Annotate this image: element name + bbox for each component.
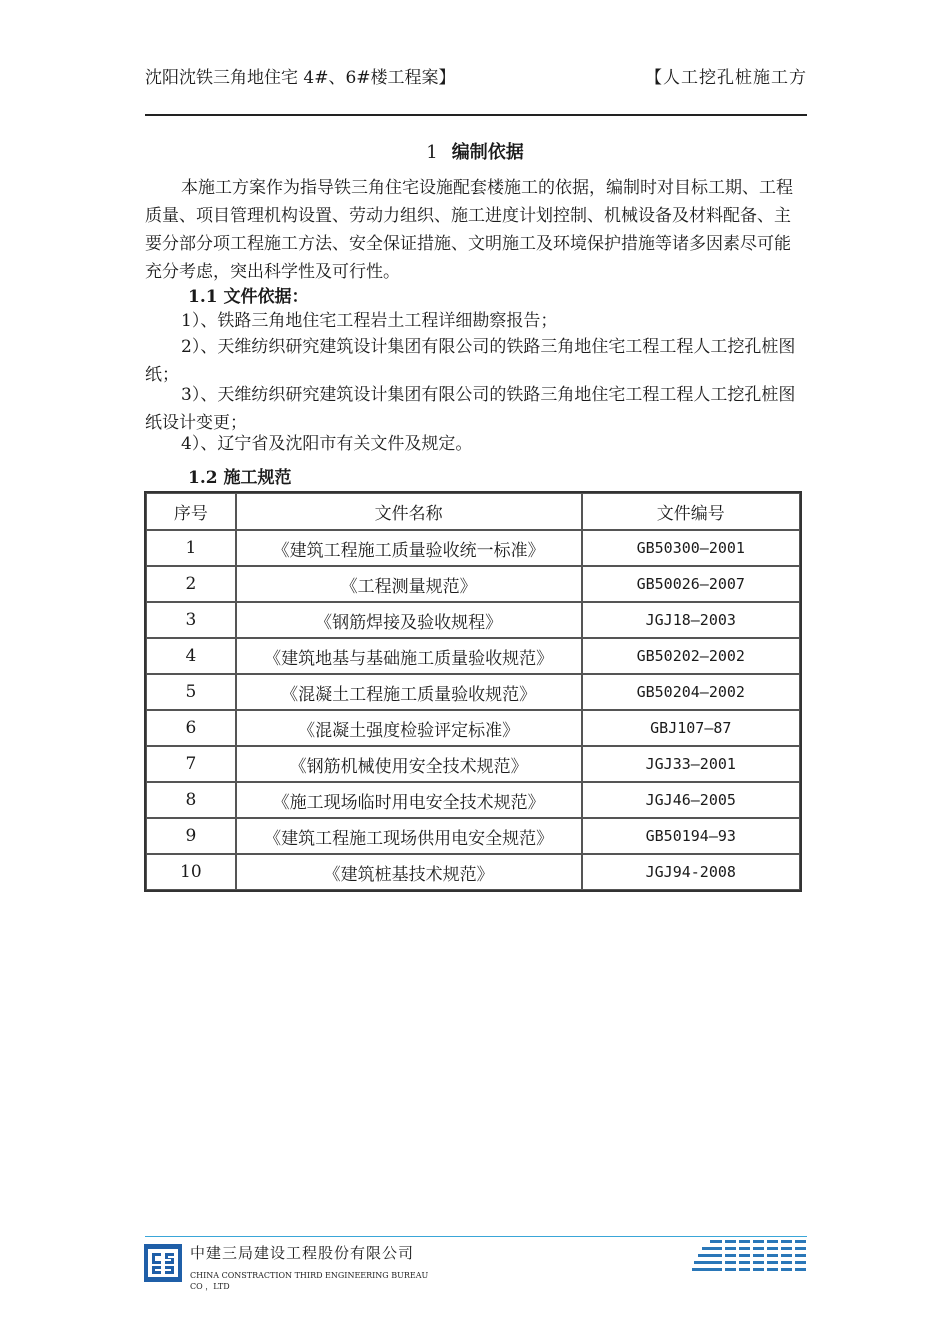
cell-name: 《建筑工程施工质量验收统一标准》 — [236, 530, 582, 566]
cell-code: GB50204—2002 — [582, 674, 800, 710]
cell-no: 5 — [146, 674, 236, 710]
cell-no: 7 — [146, 746, 236, 782]
header-document-title: 【人工挖孔桩施工方 — [645, 68, 807, 88]
list-item: 1）、铁路三角地住宅工程岩土工程详细勘察报告； — [181, 311, 558, 331]
table-row — [146, 818, 800, 854]
table-row — [146, 746, 800, 782]
footer-divider — [145, 1236, 807, 1237]
cscec-logo-icon — [144, 1244, 182, 1282]
cell-no: 2 — [146, 566, 236, 602]
section-number: 1 — [426, 142, 438, 163]
list-item: 2）、天维纺织研究建筑设计集团有限公司的铁路三角地住宅工程工程人工挖孔桩图纸； — [145, 337, 796, 385]
cell-code: JGJ94-2008 — [582, 854, 800, 890]
subsection-heading-documents: 1.1 文件依据： — [188, 287, 309, 307]
table-row — [146, 710, 800, 746]
cell-no: 4 — [146, 638, 236, 674]
cell-no: 9 — [146, 818, 236, 854]
standards-table — [144, 491, 802, 892]
table-row — [146, 782, 800, 818]
table-row — [146, 674, 800, 710]
table-row — [146, 566, 800, 602]
table-row — [146, 854, 800, 890]
header-cell-code: 文件编号 — [582, 493, 800, 530]
header-project-title: 沈阳沈铁三角地住宅 4#、6#楼工程案】 — [145, 68, 456, 88]
section-title: 编制依据 — [451, 142, 524, 163]
cell-name: 《钢筋焊接及验收规程》 — [236, 602, 582, 638]
header-cell-name: 文件名称 — [236, 493, 582, 530]
cell-no: 1 — [146, 530, 236, 566]
list-item: 4）、辽宁省及沈阳市有关文件及规定。 — [181, 434, 473, 454]
table-header-row — [146, 493, 800, 530]
cell-code: JGJ46—2005 — [582, 782, 800, 818]
cell-name: 《施工现场临时用电安全技术规范》 — [236, 782, 582, 818]
cell-no: 8 — [146, 782, 236, 818]
section-heading — [0, 138, 950, 164]
footer-company-name-en: CHINA CONSTRACTION THIRD ENGINEERING BUREAU CO ，LTD — [190, 1271, 429, 1291]
cell-no: 6 — [146, 710, 236, 746]
cell-name: 《混凝土工程施工质量验收规范》 — [236, 674, 582, 710]
cell-name: 《工程测量规范》 — [236, 566, 582, 602]
list-item: 3）、天维纺织研究建筑设计集团有限公司的铁路三角地住宅工程工程人工挖孔桩图纸设计变更； — [145, 385, 796, 433]
cell-code: JGJ33—2001 — [582, 746, 800, 782]
table-row — [146, 530, 800, 566]
table-row — [146, 602, 800, 638]
cell-code: GB50202—2002 — [582, 638, 800, 674]
cell-no: 10 — [146, 854, 236, 890]
cell-code: GB50194—93 — [582, 818, 800, 854]
cell-name: 《混凝土强度检验评定标准》 — [236, 710, 582, 746]
subsection-heading-standards: 1.2 施工规范 — [188, 468, 292, 488]
cell-code: GB50026—2007 — [582, 566, 800, 602]
page-header — [145, 66, 807, 116]
intro-paragraph: 本施工方案作为指导铁三角住宅设施配套楼施工的依据，编制时对目标工期、工程质量、项目管理机构设置、劳动力组织、施工进度计划控制、机械设备及材料配备、主要分部分项工程施工方法、安全保证措施、文明施工及环境保护措施等诸多因素尽可能充分考虑，突出科学性及可行性。 — [145, 178, 793, 282]
cell-name: 《建筑地基与基础施工质量验收规范》 — [236, 638, 582, 674]
cell-name: 《建筑工程施工现场供用电安全规范》 — [236, 818, 582, 854]
header-divider — [145, 114, 807, 116]
cell-no: 3 — [146, 602, 236, 638]
cell-code: GBJ107—87 — [582, 710, 800, 746]
cell-code: GB50300—2001 — [582, 530, 800, 566]
table-row — [146, 638, 800, 674]
cell-code: JGJ18—2003 — [582, 602, 800, 638]
wave-logo-icon — [692, 1238, 808, 1272]
cell-name: 《建筑桩基技术规范》 — [236, 854, 582, 890]
cell-name: 《钢筋机械使用安全技术规范》 — [236, 746, 582, 782]
header-cell-no: 序号 — [146, 493, 236, 530]
footer-company-name: 中建三局建设工程股份有限公司 — [190, 1244, 415, 1262]
